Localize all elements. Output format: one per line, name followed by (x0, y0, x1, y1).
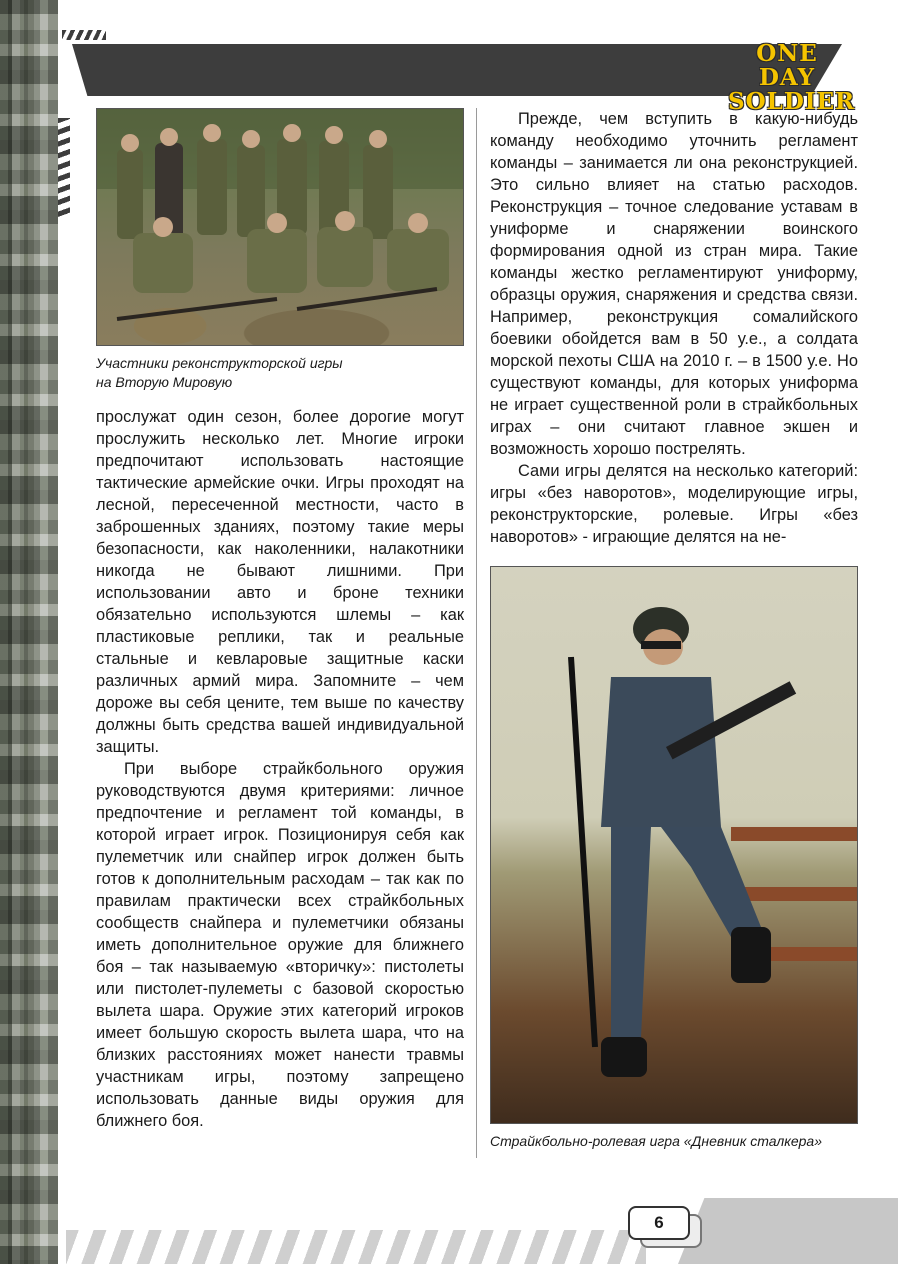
logo-line-1: ONE DAY (756, 40, 818, 91)
footer-block (678, 1198, 898, 1264)
left-body-text (96, 406, 464, 1132)
caption-line-1: Участники реконструкторской игры (96, 355, 343, 371)
footer-stripes (66, 1230, 646, 1264)
left-paragraph-2: При выборе страйкбольного оружия руководствуются двумя критериями: личное предпочтение и регламент той команды, в которой играет игрок. Позиционируя себя как пулеметчик или снайпер игрок должен быть готов к дополнительным расходам – так как по правилам практически всех страйкбольных сообществ снайпера и пулеметчики обязаны иметь дополнительное оружие для ближнего боя – так называемую «вторичку»: пистолеты или пистолет-пулеметы с базовой скоростью вылета шара. Оружие этих категорий игроков имеет большую скорость вылета шара, что на близких расстояниях может нанести травмы участникам игры, поэтому запрещено использовать данные виды оружия для ближнего боя. (96, 760, 464, 1130)
right-paragraph-2: Сами игры делятся на несколько категорий: игры «без наворотов», моделирующие игры, реконструкторские, ролевые. Игры «без наворотов» - играющие делятся на не- (490, 462, 858, 546)
logo-line-2: SOLDIER (728, 88, 856, 115)
right-paragraph-1: Прежде, чем вступить в какую-нибудь команду необходимо уточнить регламент команды – занимается ли она реконструкцией. Это сильно влияет на статью расходов. Реконструкция – точное следование уставам в униформе и снаряжении воинского формирования одной из стран мира. Такие команды жестко регламентируют униформу, образцы оружия, снаряжения и средства связи. Например, реконструкция сомалийского боевики обойдется вам в 50 у.е., а солдата морской пехоты США на 2010 г. – в 1500 у.е. Но существуют команды, для которых униформа не играет существенной роли в страйкбольных играх – они считают главное экшен и возможность хорошо пострелять. (490, 110, 858, 458)
page-number-tag (628, 1206, 690, 1240)
right-body-text (490, 108, 858, 548)
group-photo-caption (96, 354, 464, 392)
header-stripes (62, 30, 106, 40)
soldier-photo-caption: Страйкбольно-ролевая игра «Дневник сталкера» (490, 1133, 822, 1149)
left-paragraph-1: прослужат один сезон, более дорогие могут прослужить несколько лет. Многие игроки предпочитают использовать настоящие тактические армейские очки. Игры проходят на лесной, пересеченной местности, часто в заброшенных зданиях, поэтому такие меры безопасности, как наколенники, налакотники никогда не бывают лишними. При использовании авто и броне техники обязательно используются шлемы – как пластиковые реплики, так и реальные стальные и кевларовые защитные каски различных армий мира. Запомните – чем дороже вы себя цените, тем выше по качеству должны быть средства вашей индивидуальной защиты. (96, 408, 464, 756)
camouflage-overlay (0, 0, 58, 1264)
reenactors-group-photo (96, 108, 464, 346)
soldier-illustration (491, 567, 857, 1123)
caption-line-2: на Вторую Мировую (96, 374, 233, 390)
left-column (96, 108, 464, 1132)
magazine-logo (728, 40, 856, 115)
reenactors-illustration (97, 109, 463, 345)
column-divider (476, 108, 477, 1158)
side-stripes (58, 118, 70, 218)
header-band (72, 44, 842, 96)
stalker-soldier-photo (490, 566, 858, 1124)
right-column (490, 108, 858, 1165)
page-number: 6 (654, 1213, 664, 1232)
